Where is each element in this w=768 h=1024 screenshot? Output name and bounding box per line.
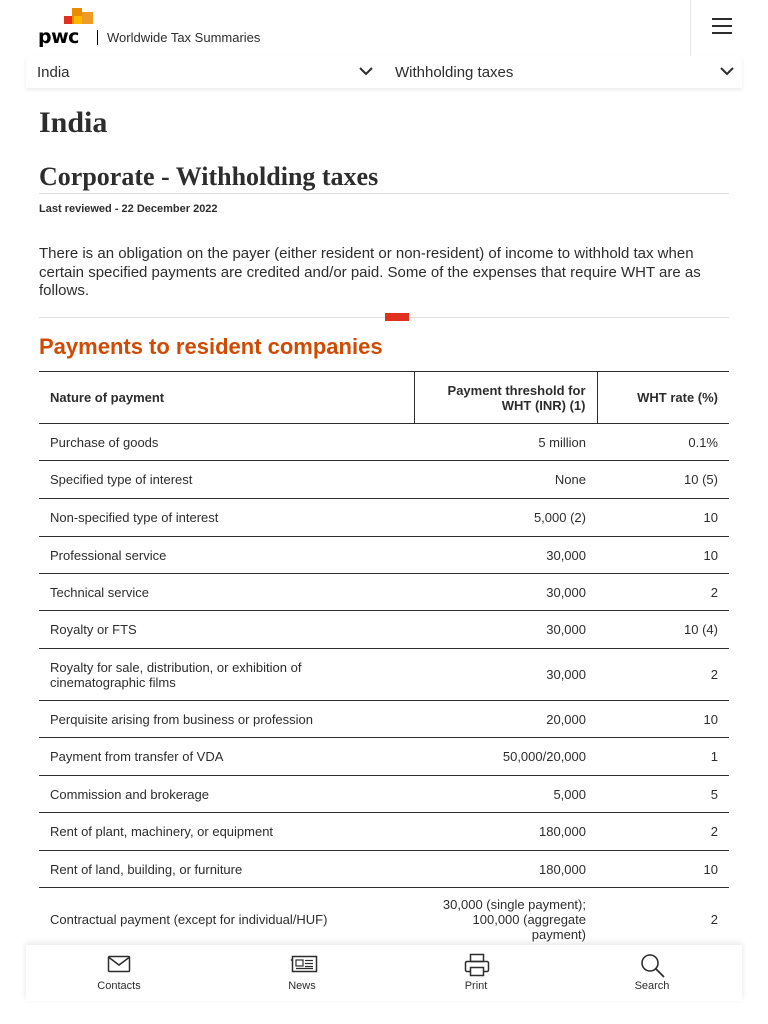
- table-row: [39, 888, 729, 952]
- table-row: [39, 574, 729, 611]
- printer-icon: [464, 953, 490, 977]
- table-row: [39, 537, 729, 574]
- menu-button[interactable]: [690, 0, 768, 56]
- cell-nature: Royalty or FTS: [39, 611, 414, 649]
- cell-nature: Payment from transfer of VDA: [39, 738, 414, 776]
- nav-search-label: Search: [634, 980, 670, 992]
- cell-threshold: 30,000: [414, 574, 597, 611]
- nav-search[interactable]: [592, 945, 712, 1001]
- table-row: [39, 701, 729, 738]
- cell-threshold: 30,000: [414, 611, 597, 649]
- cell-nature: Purchase of goods: [39, 424, 414, 461]
- cell-threshold: 180,000: [414, 813, 597, 851]
- cell-threshold: 50,000/20,000: [414, 738, 597, 776]
- header-divider: [97, 30, 98, 45]
- nav-print-label: Print: [464, 980, 488, 992]
- cell-nature: Commission and brokerage: [39, 776, 414, 813]
- logo-block-red: [64, 16, 72, 24]
- logo-wordmark: pwc: [38, 26, 79, 48]
- cell-rate: 2: [597, 813, 729, 851]
- cell-rate: 2: [597, 574, 729, 611]
- cell-threshold: 5,000: [414, 776, 597, 813]
- cell-nature: Specified type of interest: [39, 461, 414, 499]
- cell-rate: 10: [597, 701, 729, 738]
- nav-contacts[interactable]: [59, 945, 179, 1001]
- logo-block-yellow: [74, 16, 82, 24]
- cell-threshold: 5 million: [414, 424, 597, 461]
- last-reviewed-date: Last reviewed - 22 December 2022: [39, 203, 218, 215]
- page-title: Corporate - Withholding taxes: [39, 162, 379, 191]
- section-heading: Payments to resident companies: [39, 334, 383, 359]
- bottom-navigation: [26, 945, 742, 1001]
- cell-threshold: 30,000: [414, 537, 597, 574]
- cell-nature: Professional service: [39, 537, 414, 574]
- table-row: [39, 776, 729, 813]
- nav-contacts-label: Contacts: [97, 980, 141, 992]
- newspaper-icon: [290, 953, 318, 975]
- nav-print[interactable]: [416, 945, 536, 1001]
- chevron-down-icon: [720, 66, 734, 76]
- site-header: [0, 0, 768, 56]
- nav-news-label: News: [288, 980, 316, 992]
- title-divider: [39, 193, 729, 194]
- cell-nature: Non-specified type of interest: [39, 499, 414, 537]
- table-header-row: [39, 372, 729, 424]
- table-row: [39, 738, 729, 776]
- column-header-rate: WHT rate (%): [597, 372, 729, 424]
- column-header-nature: Nature of payment: [39, 372, 414, 424]
- table-row: [39, 611, 729, 649]
- cell-nature: Perquisite arising from business or profession: [39, 701, 414, 738]
- cell-nature: Rent of land, building, or furniture: [39, 851, 414, 888]
- intro-paragraph: There is an obligation on the payer (either resident or non-resident) of income to withhold tax when certain specified payments are credited and/or paid. Some of the expenses that require WHT are as follows.: [39, 245, 701, 299]
- cell-nature: Technical service: [39, 574, 414, 611]
- cell-rate: 10 (5): [597, 461, 729, 499]
- cell-rate: 10: [597, 851, 729, 888]
- cell-rate: 10: [597, 499, 729, 537]
- table-row: [39, 851, 729, 888]
- cell-nature: Contractual payment (except for individual/HUF): [39, 888, 414, 952]
- cell-rate: 1: [597, 738, 729, 776]
- table-row: [39, 813, 729, 851]
- chevron-down-icon: [359, 66, 373, 76]
- table-row: [39, 461, 729, 499]
- cell-threshold: 5,000 (2): [414, 499, 597, 537]
- cell-rate: 0.1%: [597, 424, 729, 461]
- filter-selectors: [26, 56, 742, 88]
- cell-rate: 2: [597, 649, 729, 701]
- topic-select[interactable]: [384, 56, 742, 88]
- cell-rate: 5: [597, 776, 729, 813]
- section-divider-accent: [385, 313, 409, 321]
- country-heading: India: [39, 106, 108, 139]
- cell-nature: Rent of plant, machinery, or equipment: [39, 813, 414, 851]
- cell-threshold: 30,000: [414, 649, 597, 701]
- table-row: [39, 649, 729, 701]
- nav-news[interactable]: [242, 945, 362, 1001]
- topic-select-value: Withholding taxes: [395, 64, 514, 81]
- logo-block-rose: [82, 12, 93, 24]
- country-select-value: India: [37, 64, 70, 81]
- cell-threshold: None: [414, 461, 597, 499]
- search-icon: [640, 953, 666, 979]
- site-title[interactable]: Worldwide Tax Summaries: [107, 30, 261, 45]
- withholding-tax-table: [39, 371, 729, 952]
- table-row: [39, 499, 729, 537]
- cell-threshold: 30,000 (single payment); 100,000 (aggregate payment): [414, 888, 597, 952]
- cell-rate: 10: [597, 537, 729, 574]
- column-header-threshold: Payment threshold for WHT (INR) (1): [414, 372, 597, 424]
- cell-rate: 10 (4): [597, 611, 729, 649]
- cell-threshold: 180,000: [414, 851, 597, 888]
- hamburger-menu-icon: [712, 18, 732, 34]
- envelope-icon: [107, 953, 131, 975]
- cell-nature: Royalty for sale, distribution, or exhibition of cinematographic films: [39, 649, 414, 701]
- cell-threshold: 20,000: [414, 701, 597, 738]
- pwc-logo[interactable]: [38, 8, 94, 48]
- section-divider: [39, 317, 729, 318]
- country-select[interactable]: [26, 56, 381, 88]
- table-row: [39, 424, 729, 461]
- cell-rate: 2: [597, 888, 729, 952]
